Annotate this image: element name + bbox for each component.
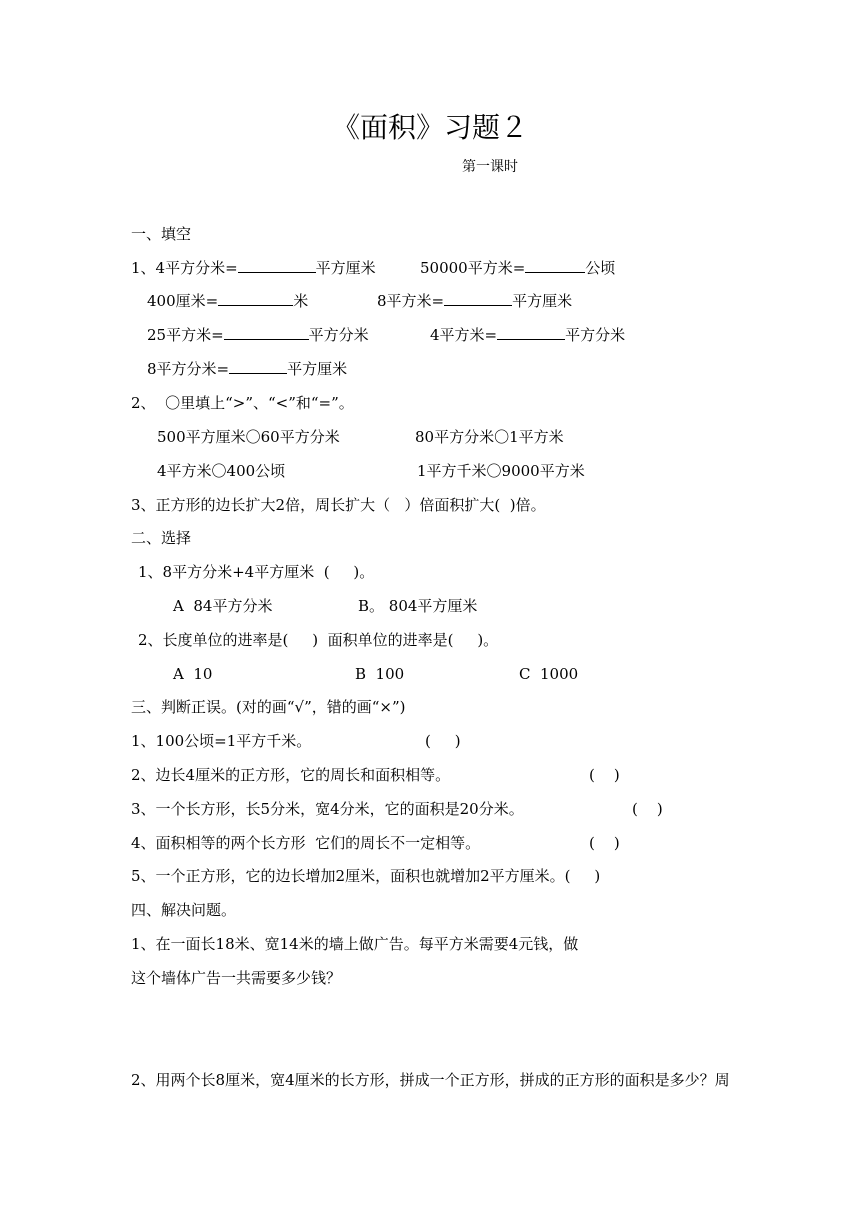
s1-q1-a-unit: 平方厘米 [315, 259, 376, 277]
s3-q1-answer[interactable]: ( ) [425, 732, 461, 750]
s3-q2-answer[interactable]: ( ) [589, 766, 620, 784]
s2-q2: 2、长度单位的进率是( ) 面积单位的进率是( )。 [138, 631, 499, 649]
s3-q3-answer[interactable]: ( ) [632, 800, 663, 818]
s3-q4-answer[interactable]: ( ) [589, 834, 620, 852]
section-3-heading: 三、判断正误。(对的画“√”，错的画“×”) [131, 698, 406, 716]
s2-q2-option-a: A 10 [173, 665, 213, 683]
s4-q2: 2、用两个长8厘米，宽4厘米的长方形，拼成一个正方形，拼成的正方形的面积是多少？周 [131, 1071, 730, 1089]
s3-q5: 5、一个正方形，它的边长增加2厘米，面积也就增加2平方厘米。( ) [131, 867, 601, 885]
s1-q1-c-text: 400厘米= [147, 292, 219, 310]
s1-q1-item-e [147, 325, 369, 345]
s1-q1-e-text: 25平方米= [147, 326, 224, 344]
page-title: 《面积》习题２ [331, 111, 528, 144]
s1-q1-g-unit: 平方厘米 [287, 360, 348, 378]
section-4-heading: 四、解决问题。 [131, 901, 237, 919]
s1-q1-e-unit: 平方分米 [308, 326, 369, 344]
s1-q1-f-text: 4平方米= [430, 326, 498, 344]
s2-q1: 1、8平方分米+4平方厘米 ( )。 [138, 563, 375, 581]
s1-q1-item-c [147, 291, 308, 311]
s1-q1-item-g [147, 359, 347, 379]
answer-blank[interactable] [525, 258, 585, 273]
s4-q1-line1: 1、在一面长18米、宽14米的墙上做广告。每平方米需要4元钱，做 [131, 935, 579, 953]
answer-blank[interactable] [238, 258, 316, 273]
s3-q4: 4、面积相等的两个长方形 它们的周长不一定相等。 [131, 834, 481, 852]
s1-q1-g-text: 8平方分米= [147, 360, 230, 378]
s1-q2-c: 4平方米〇400公顷 [157, 462, 286, 480]
answer-blank[interactable] [497, 325, 565, 340]
s1-q2-d: 1平方千米〇9000平方米 [417, 462, 585, 480]
answer-blank[interactable] [229, 359, 287, 374]
s1-q1-a-text: 1、4平方分米= [131, 259, 238, 277]
s1-q1-d-text: 8平方米= [377, 292, 445, 310]
s1-q1-c-unit: 米 [293, 292, 309, 310]
answer-blank[interactable] [218, 291, 293, 306]
section-2-heading: 二、选择 [131, 529, 192, 547]
s3-q3: 3、一个长方形，长5分米，宽4分米，它的面积是20分米。 [131, 800, 524, 818]
answer-blank[interactable] [444, 291, 512, 306]
s1-q2-a: 500平方厘米〇60平方分米 [157, 428, 340, 446]
s1-q2-b: 80平方分米〇1平方米 [415, 428, 564, 446]
section-1-heading: 一、填空 [131, 225, 192, 243]
s3-q1: 1、100公顷=1平方千米。 [131, 732, 312, 750]
s2-q2-option-c: C 1000 [519, 665, 579, 683]
s2-q1-option-a: A 84平方分米 [173, 597, 273, 615]
page-subtitle: 第一课时 [462, 159, 518, 175]
s2-q2-option-b: B 100 [355, 665, 405, 683]
s1-q1-d-unit: 平方厘米 [512, 292, 573, 310]
s1-q1-f-unit: 平方分米 [565, 326, 626, 344]
s1-q1-item-b [420, 258, 615, 278]
answer-blank[interactable] [224, 325, 309, 340]
s3-q2: 2、边长4厘米的正方形，它的周长和面积相等。 [131, 766, 451, 784]
s1-q1-item-a [131, 258, 376, 278]
s1-q1-item-f [430, 325, 625, 345]
s1-q2: 2、 〇里填上“>”、“<”和“=”。 [131, 394, 354, 412]
s1-q3: 3、正方形的边长扩大2倍，周长扩大（ ）倍面积扩大( )倍。 [131, 496, 546, 514]
s1-q1-b-text: 50000平方米= [420, 259, 526, 277]
s1-q1-item-d [377, 291, 572, 311]
s4-q1-line2: 这个墙体广告一共需要多少钱？ [131, 969, 342, 987]
s1-q1-b-unit: 公顷 [585, 259, 616, 277]
s2-q1-option-b: B。 804平方厘米 [358, 597, 478, 615]
